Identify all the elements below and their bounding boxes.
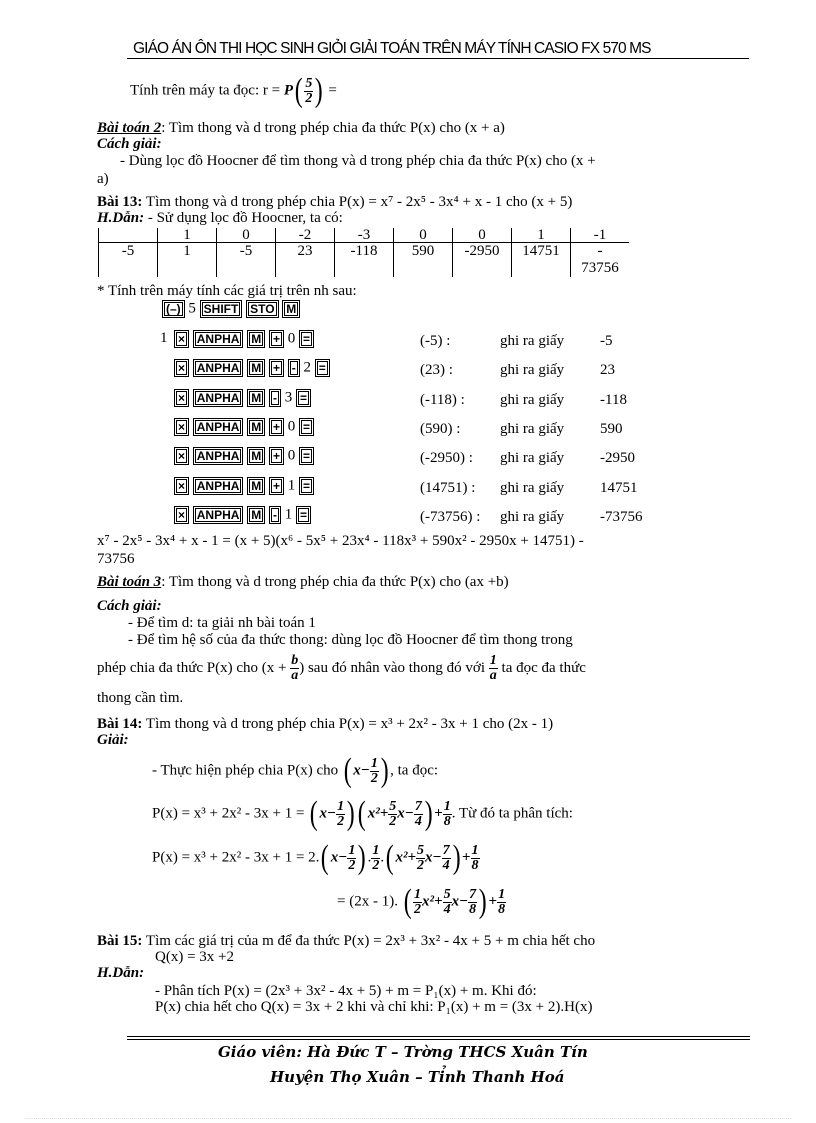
negative-sign-key: - xyxy=(288,359,300,377)
calc-row-digit: 0 xyxy=(287,330,296,347)
horner-cell: -5 xyxy=(217,243,276,278)
horner-cell: 0 xyxy=(394,228,453,243)
operator-key: + xyxy=(269,359,284,377)
calc-row-result xyxy=(420,509,643,526)
equals-key: = xyxy=(299,418,314,436)
calc-row xyxy=(160,418,314,436)
b13-guide-text: - Sử dụng lọc đồ Hoocner, ta có: xyxy=(144,210,343,226)
calc-row-digit: 1 xyxy=(284,506,293,523)
b14-step3-mid: 2. xyxy=(308,849,320,866)
b15-title xyxy=(97,933,595,950)
b15-guide-label: H.Dẫn: xyxy=(97,965,145,981)
bt2-line2: a) xyxy=(97,171,109,187)
m-key: M xyxy=(247,447,265,465)
b15-line1: - Phân tích P(x) = (2x³ + 3x² - 4x + 5) + m = P₁(x) + m. Khi đó: xyxy=(155,983,537,999)
header-rule xyxy=(127,58,749,59)
calc-row-result xyxy=(420,421,623,438)
b13-result-line1: x⁷ - 2x⁵ - 3x⁴ + x - 1 = (x + 5)(x⁶ - 5x⁵ + 23x⁴ - 118x³ + 590x² - 2950x + 14751) - xyxy=(97,533,584,549)
horner-cell: 14751 xyxy=(512,243,571,278)
calc-result-value: (590) : xyxy=(420,421,461,437)
horner-cell: -5 xyxy=(99,243,158,278)
b13-title xyxy=(97,194,572,211)
digit-five: 5 xyxy=(188,300,196,317)
sto-key: STO xyxy=(246,300,278,318)
calc-note: ghi ra giấy xyxy=(500,450,565,466)
b14-title xyxy=(97,716,553,733)
calc-note: ghi ra giấy xyxy=(500,392,565,408)
b14-step3: P(x) = x³ + 2x² - 3x + 1 = 2.( x− $\frac{1}{2}$ ) . $\frac{1}{2}$ .( x²+ $\frac{5}{2}$ x− $\frac{7}{4}$ ) + $\frac{1}{8}$ xyxy=(152,839,479,876)
calc-result-value: (-118) : xyxy=(420,392,465,408)
b13-result-line2: 73756 xyxy=(97,551,135,567)
equals-key: = xyxy=(299,477,314,495)
b15-text: Tìm các giá trị của m để đa thức P(x) = 2x³ + 3x² - 4x + 5 + m chia hết cho xyxy=(142,933,596,949)
bt3-line3 xyxy=(97,654,586,683)
calc-note: ghi ra giấy xyxy=(500,362,565,378)
anpha-key: ANPHA xyxy=(193,330,244,348)
equals-key: = xyxy=(299,330,314,348)
anpha-key: ANPHA xyxy=(193,389,244,407)
horner-cell: -118 xyxy=(335,243,394,278)
horner-cell: -2 xyxy=(276,228,335,243)
anpha-key: ANPHA xyxy=(193,359,244,377)
m-key: M xyxy=(247,389,265,407)
bt2-label: Bài toán 2 xyxy=(97,120,162,136)
bt3-line3c: ta đọc đa thức xyxy=(497,659,586,676)
b13-label: Bài 13: xyxy=(97,194,143,210)
calc-note: ghi ra giấy xyxy=(500,421,565,437)
calc-result-value: (23) : xyxy=(420,362,453,378)
calc-recorded-value: -2950 xyxy=(600,450,635,466)
calc-row-result xyxy=(420,480,638,497)
bt3-line3b: ) sau đó nhân vào thong đó với xyxy=(299,659,486,676)
calc-row-digit: 1 xyxy=(287,477,296,494)
m-key: M xyxy=(247,330,265,348)
b14-step2-tail: . Từ đó ta phân tích: xyxy=(451,805,573,822)
operator-key: - xyxy=(269,506,281,524)
horner-cell: -2950 xyxy=(453,243,512,278)
m-key: M xyxy=(247,418,265,436)
operator-key: + xyxy=(269,330,284,348)
calc-row-digit: 0 xyxy=(287,418,296,435)
b14-text: Tìm thong và d trong phép chia P(x) = x³ + 2x² - 3x + 1 cho (2x - 1) xyxy=(142,716,554,732)
bt3-method: Cách giải: xyxy=(97,598,162,614)
times-key: × xyxy=(174,418,189,436)
bt3-text: : Tìm thong và d trong phép chia đa thức P(x) cho (ax +b) xyxy=(161,574,509,590)
anpha-key: ANPHA xyxy=(193,418,244,436)
calc-row-digit: 2 xyxy=(303,359,311,376)
horner-cell: 0 xyxy=(453,228,512,243)
footer-rule xyxy=(127,1036,750,1037)
b15-text2: Q(x) = 3x +2 xyxy=(155,949,234,965)
page-bottom-border xyxy=(25,1118,791,1120)
negative-key: (–) xyxy=(162,300,185,318)
calc-note: ghi ra giấy xyxy=(500,509,565,525)
calc-result-value: (-73756) : xyxy=(420,509,481,525)
intro-line: Tính trên máy ta đọc: r = P( $\frac{5}{2}$ ) = xyxy=(130,72,337,109)
calc-recorded-value: 23 xyxy=(600,362,615,378)
horner-cell: 590 xyxy=(394,243,453,278)
operator-key: + xyxy=(269,477,284,495)
horner-row-results xyxy=(99,243,630,278)
bt2-line1: - Dùng lọc đồ Hoocner để tìm thong và d trong phép chia đa thức P(x) cho (x + xyxy=(120,153,596,169)
b15-label: Bài 15: xyxy=(97,933,143,949)
b14-px: P(x) = x³ + 2x² - 3x + 1 = xyxy=(152,805,309,822)
horner-cell: 0 xyxy=(217,228,276,243)
calc-recorded-value: -118 xyxy=(600,392,627,408)
equals-key: = xyxy=(296,506,311,524)
calc-result-value: (-5) : xyxy=(420,333,451,349)
horner-cell: 1 xyxy=(158,243,217,278)
b14-solve: Giải: xyxy=(97,732,129,748)
calc-row-result xyxy=(420,450,635,467)
horner-cell xyxy=(571,243,630,278)
anpha-key: ANPHA xyxy=(193,506,244,524)
equals-key: = xyxy=(315,359,330,377)
calc-row-digit: 0 xyxy=(287,447,296,464)
b14-step1-text: - Thực hiện phép chia P(x) cho xyxy=(152,762,339,779)
horner-row-coefficients xyxy=(99,228,630,243)
equals-key: = xyxy=(296,389,311,407)
times-key: × xyxy=(174,477,189,495)
calc-row-result xyxy=(420,362,615,379)
b14-step4-text: = (2x - 1). xyxy=(337,893,398,910)
b14-step4: = (2x - 1). ( $\frac{1}{2}$ x²+ $\frac{5}{4}$ x− $\frac{7}{8}$ ) + $\frac{1}{8}$ xyxy=(337,883,506,920)
footer-line1: Giáo viên: Hà Đức T – Trờng THCS Xuân Tín xyxy=(218,1043,588,1061)
calc-intro: * Tính trên máy tính các giá trị trên nh sau: xyxy=(97,283,357,299)
bt3-line2: - Để tìm hệ số của đa thức thong: dùng lọc đồ Hoocner để tìm thong trong xyxy=(128,632,573,648)
horner-table xyxy=(98,228,629,277)
b14-label: Bài 14: xyxy=(97,716,143,732)
anpha-key: ANPHA xyxy=(193,447,244,465)
operator-key: + xyxy=(269,418,284,436)
operator-key: + xyxy=(269,447,284,465)
times-key: × xyxy=(174,389,189,407)
horner-cell: 1 xyxy=(512,228,571,243)
horner-cell: -1 xyxy=(571,228,630,243)
horner-cell: 1 xyxy=(158,228,217,243)
calc-row-lead: 1 xyxy=(160,330,168,347)
page-header: GIÁO ÁN ÔN THI HỌC SINH GIỎI GIẢI TOÁN TRÊN MÁY TÍNH CASIO FX 570 MS xyxy=(133,40,651,57)
calc-row xyxy=(160,389,311,407)
bt3-title xyxy=(97,574,509,591)
b14-step1-tail: , ta đọc: xyxy=(390,762,439,779)
operator-key: - xyxy=(269,389,281,407)
equals-key: = xyxy=(299,447,314,465)
calc-store-row xyxy=(162,300,300,318)
calc-row-result xyxy=(420,392,627,409)
b14-step1: - Thực hiện phép chia P(x) cho ( x− $\frac{1}{2}$ ) , ta đọc: xyxy=(152,752,439,789)
b14-px-2: P(x) = x³ + 2x² - 3x + 1 = xyxy=(152,849,309,866)
bt3-label: Bài toán 3 xyxy=(97,574,162,590)
m-key: M xyxy=(247,477,265,495)
calc-recorded-value: 590 xyxy=(600,421,623,437)
footer-line2: Huyện Thọ Xuân – Tỉnh Thanh Hoá xyxy=(270,1068,565,1086)
anpha-key: ANPHA xyxy=(193,477,244,495)
calc-note: ghi ra giấy xyxy=(500,333,565,349)
calc-row xyxy=(160,447,314,465)
b13-text: Tìm thong và d trong phép chia P(x) = x⁷ - 2x⁵ - 3x⁴ + x - 1 cho (x + 5) xyxy=(142,194,573,210)
bt2-title xyxy=(97,120,505,137)
calc-result-value: (-2950) : xyxy=(420,450,473,466)
calc-row xyxy=(160,330,314,348)
calc-recorded-value: -5 xyxy=(600,333,613,349)
m-key: M xyxy=(247,506,265,524)
bt3-frac-1a: $\frac{1}{a}$ xyxy=(489,653,497,683)
times-key: × xyxy=(174,506,189,524)
m-key: M xyxy=(282,300,300,318)
half-frac: $\frac{1}{2}$ xyxy=(370,755,378,786)
horner-cell xyxy=(99,228,158,243)
calc-row xyxy=(160,477,314,495)
horner-cell: -3 xyxy=(335,228,394,243)
calc-recorded-value: -73756 xyxy=(600,509,643,525)
times-key: × xyxy=(174,359,189,377)
times-key: × xyxy=(174,330,189,348)
horner-last-value: 73756 xyxy=(581,260,619,276)
intro-fraction: $\frac{5}{2}$ xyxy=(305,75,313,106)
intro-tail: = xyxy=(324,82,337,99)
bt3-line3a: phép chia đa thức P(x) cho (x + xyxy=(97,659,287,676)
bt3-line1: - Để tìm d: ta giải nh bài toán 1 xyxy=(128,615,316,631)
b15-line2: P(x) chia hết cho Q(x) = 3x + 2 khi và chỉ khi: P₁(x) + m = (3x + 2).H(x) xyxy=(155,999,593,1015)
calc-row-result xyxy=(420,333,613,350)
calc-recorded-value: 14751 xyxy=(600,480,638,496)
horner-cell: 23 xyxy=(276,243,335,278)
calc-note: ghi ra giấy xyxy=(500,480,565,496)
times-key: × xyxy=(174,447,189,465)
calc-result-value: (14751) : xyxy=(420,480,476,496)
calc-row xyxy=(160,506,311,524)
bt3-line4: thong cần tìm. xyxy=(97,690,184,706)
bt2-method: Cách giải: xyxy=(97,136,162,152)
shift-key: SHIFT xyxy=(200,300,243,318)
footer-rule-2 xyxy=(127,1039,750,1040)
intro-text: Tính trên máy ta đọc: r = xyxy=(130,82,284,99)
b14-step2: P(x) = x³ + 2x² - 3x + 1 = ( x− $\frac{1}{2}$ )( x²+ $\frac{5}{2}$ x− $\frac{7}{4}$ ) + $\frac{1}{8}$ . Từ đó ta phân tích: xyxy=(152,795,573,832)
m-key: M xyxy=(247,359,265,377)
calc-row xyxy=(160,359,330,377)
bt2-text: : Tìm thong và d trong phép chia đa thức P(x) cho (x + a) xyxy=(161,120,505,136)
horner-last-sign: - xyxy=(597,243,603,259)
calc-row-digit: 3 xyxy=(284,389,293,406)
b13-guide-label: H.Dẫn: xyxy=(97,210,145,226)
bt3-frac-ba: $\frac{b}{a}$ xyxy=(291,653,299,683)
b13-guide xyxy=(97,210,343,227)
